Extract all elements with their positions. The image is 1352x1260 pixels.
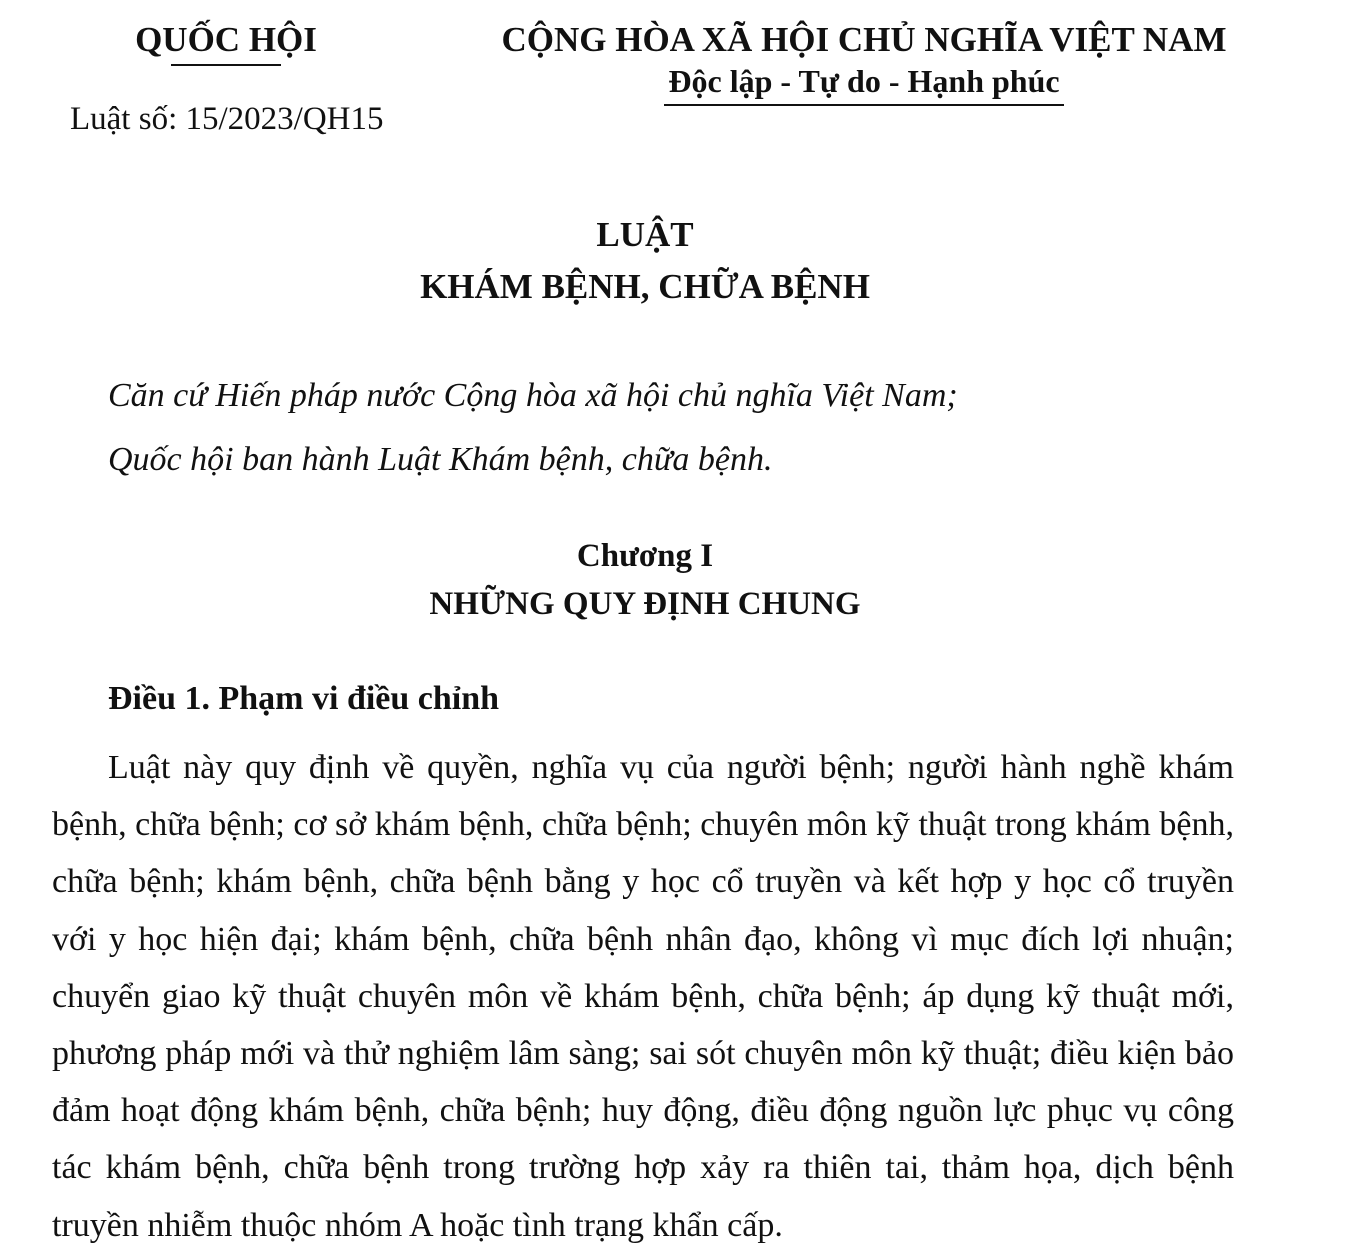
motto-underline: [664, 104, 1064, 106]
national-motto: Độc lập - Tự do - Hạnh phúc: [668, 63, 1060, 99]
nation-name: CỘNG HÒA XÃ HỘI CHỦ NGHĨA VIỆT NAM: [501, 20, 1227, 59]
document-title: KHÁM BỆNH, CHỮA BỆNH: [420, 267, 870, 306]
legal-basis: Căn cứ Hiến pháp nước Cộng hòa xã hội chủ nghĩa Việt Nam;: [108, 377, 958, 414]
article-body: Luật này quy định về quyền, nghĩa vụ của người bệnh; người hành nghề khám bệnh, chữa bệnh; cơ sở khám bệnh, chữa bệnh; chuyên môn kỹ thuật trong khám bệnh, chữa bệnh; khám bệnh, chữa bệnh bằng y học cổ truyền và kết hợp y học cổ truyền với y học hiện đại; khám bệnh, chữa bệnh nhân đạo, không vì mục đích lợi nhuận; chuyển giao kỹ thuật chuyên môn về khám bệnh, chữa bệnh; áp dụng kỹ thuật mới, phương pháp mới và thử nghiệm lâm sàng; sai sót chuyên môn kỹ thuật; điều kiện bảo đảm hoạt động khám bệnh, chữa bệnh; huy động, điều động nguồn lực phục vụ công tác khám bệnh, chữa bệnh trong trường hợp xảy ra thiên tai, thảm họa, dịch bệnh truyền nhiễm thuộc nhóm A hoặc tình trạng khẩn cấp.: [52, 749, 1234, 1244]
enactment-clause: Quốc hội ban hành Luật Khám bệnh, chữa bệnh.: [108, 441, 773, 478]
issuer-underline: [171, 64, 281, 66]
chapter-title: NHỮNG QUY ĐỊNH CHUNG: [429, 586, 861, 622]
issuer-name: QUỐC HỘI: [135, 20, 317, 59]
document-type: LUẬT: [596, 215, 694, 254]
law-number: Luật số: 15/2023/QH15: [70, 101, 384, 137]
chapter-number: Chương I: [576, 538, 714, 574]
article-heading: Điều 1. Phạm vi điều chỉnh: [108, 680, 500, 717]
